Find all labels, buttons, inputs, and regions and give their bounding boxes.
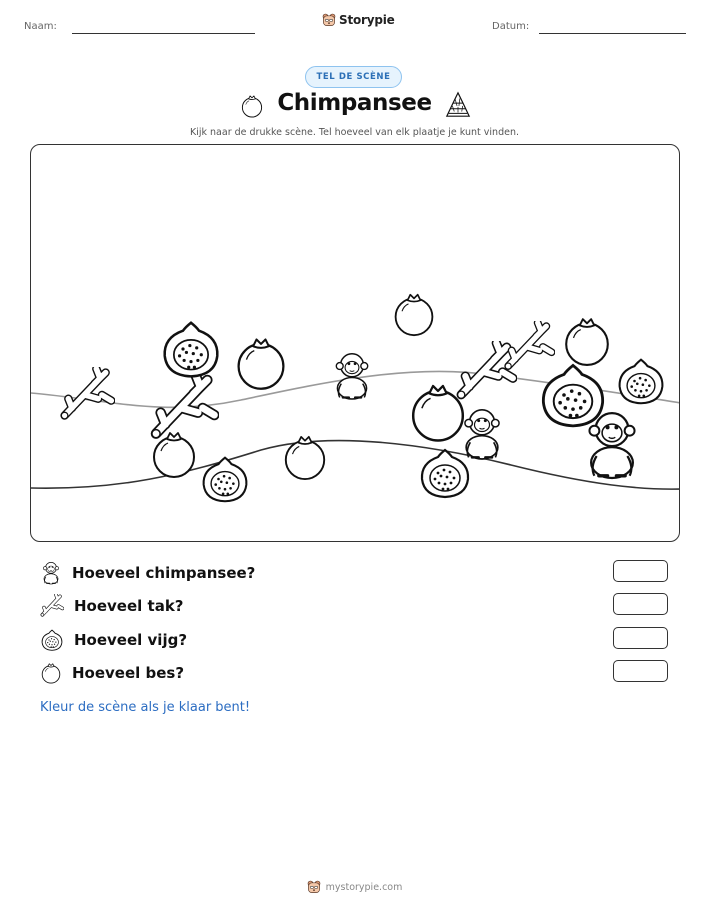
question-row (40, 561, 255, 585)
name-line[interactable] (72, 33, 255, 34)
answer-box-branch[interactable] (613, 593, 668, 615)
branch-icon (59, 367, 115, 423)
fig-icon (159, 317, 223, 381)
branch-icon (40, 594, 64, 618)
cone-icon (444, 90, 472, 120)
answer-box-berry[interactable] (613, 660, 668, 682)
footer (0, 880, 709, 894)
berry-icon (149, 429, 199, 479)
question-label: Hoeveel vijg? (74, 631, 188, 649)
activity-badge: TEL DE SCÈNE (305, 66, 402, 88)
name-label: Naam: (24, 21, 57, 32)
brand-name: Storypie (339, 13, 395, 27)
bear-icon (307, 880, 321, 894)
question-row (40, 594, 184, 618)
coloring-instruction: Kleur de scène als je klaar bent! (40, 700, 251, 715)
question-label: Hoeveel chimpansee? (72, 564, 256, 582)
question-label: Hoeveel tak? (74, 597, 184, 615)
fig-icon (199, 453, 251, 505)
question-label: Hoeveel bes? (72, 664, 185, 682)
question-row (40, 661, 184, 685)
chimpanzee-icon (40, 561, 62, 585)
chimpanzee-icon (579, 409, 645, 481)
berry-icon (40, 662, 62, 684)
berry-icon (281, 433, 329, 481)
page-subtitle: Kijk naar de drukke scène. Tel hoeveel van elk plaatje je kunt vinden. (190, 127, 519, 138)
chimpanzee-icon (457, 407, 507, 461)
counting-scene (30, 144, 680, 542)
berry-icon (233, 335, 289, 391)
fig-icon (615, 355, 667, 407)
site-url[interactable]: mystorypie.com (325, 881, 403, 893)
bear-icon (322, 13, 336, 27)
answer-box-fig[interactable] (613, 627, 668, 649)
berry-icon (561, 315, 613, 367)
date-label: Datum: (492, 21, 530, 32)
question-row (40, 628, 187, 652)
fig-icon (40, 628, 64, 652)
answer-box-chimpanzee[interactable] (613, 560, 668, 582)
berry-icon (391, 291, 437, 337)
brand-logo (322, 13, 395, 27)
page-title: Chimpansee (277, 90, 432, 116)
date-line[interactable] (539, 33, 686, 34)
chimpanzee-icon (329, 351, 375, 401)
